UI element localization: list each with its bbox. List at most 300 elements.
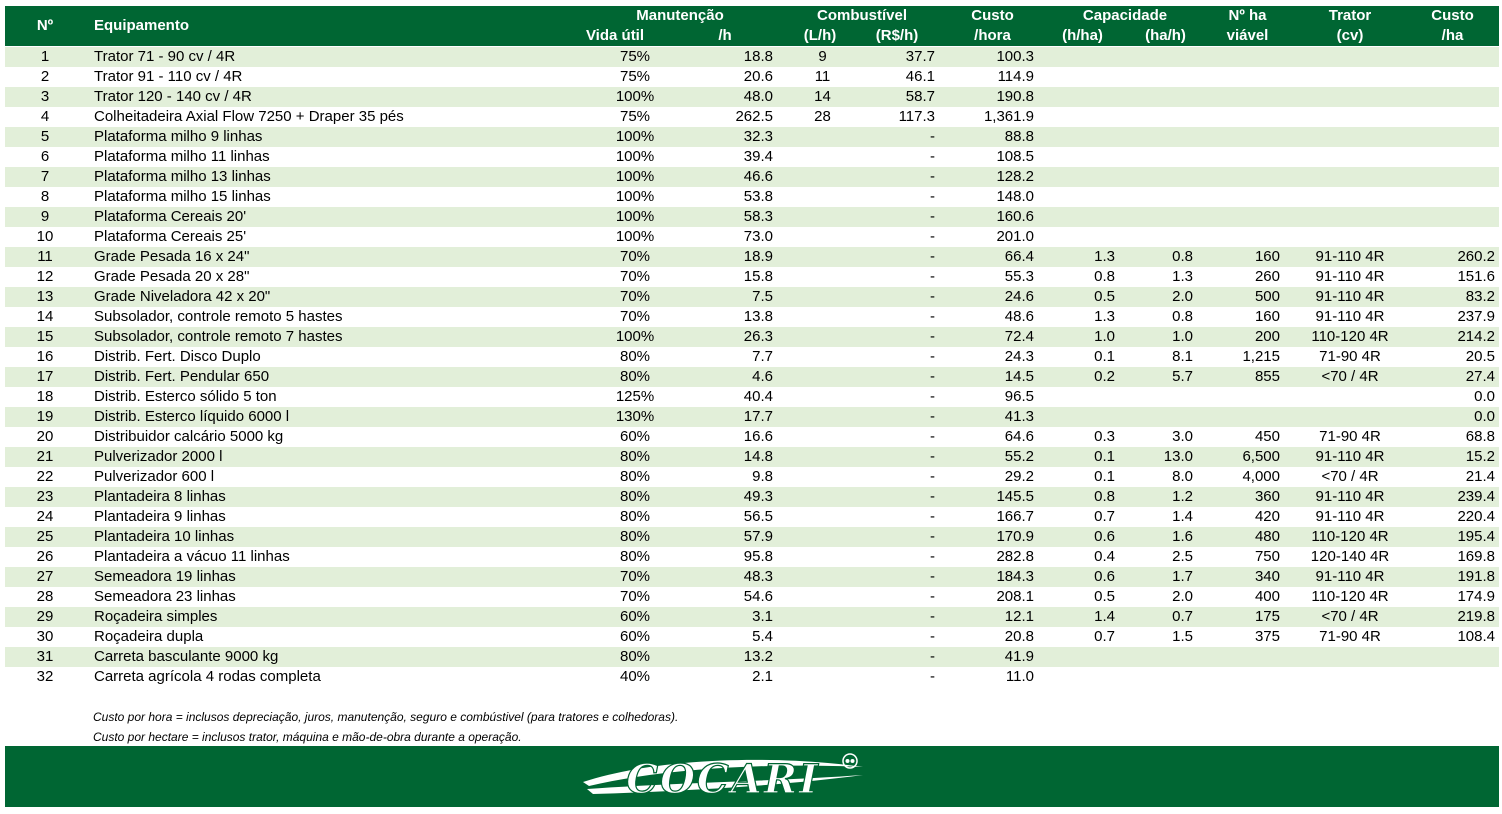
- cell-nha-viavel: 450: [1254, 428, 1280, 445]
- table-row: [5, 567, 1499, 587]
- table-row: [5, 487, 1499, 507]
- cell-manutencao-h: 3.1: [752, 608, 773, 625]
- cell-vida-util: 70%: [619, 308, 651, 325]
- cell-equipamento: Plataforma milho 15 linhas: [94, 188, 271, 205]
- cell-nha-viavel: 6,500: [1242, 448, 1280, 465]
- cell-manutencao-h: 18.8: [743, 48, 773, 65]
- header-custo-ha-title: Custo: [1431, 7, 1474, 24]
- cell-equipamento: Plantadeira 9 linhas: [94, 508, 226, 525]
- cell-vida-util: 100%: [615, 188, 655, 205]
- cell-combustivel-rsh: -: [930, 628, 935, 645]
- header-manutencao: Manutenção: [636, 7, 724, 24]
- cell-vida-util: 100%: [615, 208, 655, 225]
- cell-combustivel-rsh: -: [930, 168, 935, 185]
- table-row: [5, 467, 1499, 487]
- cell-equipamento: Distrib. Esterco líquido 6000 l: [94, 408, 290, 425]
- cell-vida-util: 80%: [619, 348, 651, 365]
- cell-capacidade-hah: 1.5: [1172, 628, 1193, 645]
- cell-trator: 110-120 4R: [1311, 328, 1389, 345]
- cell-combustivel-rsh: 117.3: [898, 108, 935, 125]
- cell-manutencao-h: 20.6: [743, 68, 773, 85]
- cell-equipamento: Plataforma Cereais 25': [94, 228, 247, 245]
- cell-custo-ha: 219.8: [1457, 608, 1495, 625]
- cell-manutencao-h: 15.8: [743, 268, 773, 285]
- cell-no: 29: [36, 608, 54, 625]
- cell-no: 12: [36, 268, 54, 285]
- cell-combustivel-lh: 11: [814, 68, 831, 85]
- cell-trator: 91-110 4R: [1315, 448, 1385, 465]
- cell-combustivel-rsh: -: [930, 128, 935, 145]
- cell-capacidade-hha: 0.5: [1094, 588, 1115, 605]
- cell-custo-ha: 220.4: [1457, 508, 1495, 525]
- cell-custo-hora: 14.5: [1004, 368, 1034, 385]
- cell-no: 3: [40, 88, 50, 105]
- cell-vida-util: 100%: [615, 228, 655, 245]
- cell-manutencao-h: 40.4: [743, 388, 773, 405]
- cell-custo-hora: 24.3: [1004, 348, 1034, 365]
- cell-custo-hora: 166.7: [996, 508, 1034, 525]
- table-row: [5, 87, 1499, 107]
- table-row: [5, 287, 1499, 307]
- cell-combustivel-rsh: -: [930, 368, 935, 385]
- cell-custo-ha: 195.4: [1457, 528, 1495, 545]
- cell-equipamento: Pulverizador 600 l: [94, 468, 215, 485]
- cell-no: 22: [36, 468, 54, 485]
- table-row: [5, 347, 1499, 367]
- cell-equipamento: Plataforma milho 9 linhas: [94, 128, 263, 145]
- cell-vida-util: 80%: [619, 528, 651, 545]
- cell-nha-viavel: 420: [1254, 508, 1280, 525]
- cell-no: 30: [36, 628, 54, 645]
- cell-capacidade-hah: 1.7: [1172, 568, 1193, 585]
- cell-combustivel-rsh: -: [930, 528, 935, 545]
- cell-manutencao-h: 54.6: [743, 588, 773, 605]
- header-custo: Custo: [971, 7, 1014, 24]
- cell-combustivel-rsh: 46.1: [905, 68, 935, 85]
- cell-nha-viavel: 160: [1254, 248, 1280, 265]
- table-row: [5, 307, 1499, 327]
- cell-no: 20: [36, 428, 54, 445]
- cell-no: 9: [40, 208, 50, 225]
- cell-trator: 91-110 4R: [1315, 288, 1385, 305]
- table-row: [5, 67, 1499, 87]
- header-trator: Trator: [1328, 7, 1372, 24]
- cell-trator: 71-90 4R: [1319, 628, 1381, 645]
- cell-no: 19: [36, 408, 54, 425]
- cell-custo-hora: 208.1: [996, 588, 1034, 605]
- cell-equipamento: Carreta basculante 9000 kg: [94, 648, 279, 665]
- cell-nha-viavel: 340: [1254, 568, 1280, 585]
- cell-capacidade-hha: 0.6: [1094, 568, 1115, 585]
- table-row: [5, 147, 1499, 167]
- cell-capacidade-hha: 0.5: [1094, 288, 1115, 305]
- cell-vida-util: 80%: [619, 548, 651, 565]
- cell-vida-util: 40%: [619, 668, 651, 685]
- cell-combustivel-rsh: -: [930, 428, 935, 445]
- cell-custo-hora: 282.8: [996, 548, 1034, 565]
- cell-equipamento: Roçadeira simples: [94, 608, 218, 625]
- cell-nha-viavel: 175: [1254, 608, 1280, 625]
- header-equipamento: Equipamento: [94, 17, 190, 34]
- cell-custo-hora: 11.0: [1005, 668, 1034, 685]
- note-custo-hora: Custo por hora = inclusos depreciação, juros, manutenção, seguro e combústivel (para tratores e colhedoras).: [93, 710, 679, 724]
- cell-no: 25: [36, 528, 54, 545]
- cell-manutencao-h: 13.2: [743, 648, 773, 665]
- cell-vida-util: 80%: [619, 488, 651, 505]
- logo-wordmark: COCARI: [626, 756, 820, 803]
- cell-custo-hora: 114.9: [997, 68, 1034, 85]
- cell-manutencao-h: 17.7: [743, 408, 773, 425]
- cell-trator: 71-90 4R: [1319, 348, 1381, 365]
- header-capacidade: Capacidade: [1082, 7, 1168, 24]
- cell-no: 21: [36, 448, 54, 465]
- cell-manutencao-h: 26.3: [743, 328, 773, 345]
- cell-vida-util: 75%: [619, 68, 651, 85]
- cell-vida-util: 70%: [619, 288, 651, 305]
- cell-combustivel-lh: 28: [814, 108, 831, 125]
- cell-custo-hora: 55.2: [1004, 448, 1034, 465]
- cell-equipamento: Distrib. Fert. Pendular 650: [94, 368, 270, 385]
- cell-no: 27: [36, 568, 54, 585]
- cell-nha-viavel: 260: [1254, 268, 1280, 285]
- cell-equipamento: Plataforma milho 13 linhas: [94, 168, 271, 185]
- cell-no: 10: [36, 228, 54, 245]
- cell-no: 4: [40, 108, 50, 125]
- cell-nha-viavel: 1,215: [1242, 348, 1280, 365]
- cell-capacidade-hah: 2.5: [1172, 548, 1193, 565]
- cell-capacidade-hha: 1.0: [1094, 328, 1115, 345]
- table-row: [5, 127, 1499, 147]
- cell-trator: 91-110 4R: [1315, 248, 1385, 265]
- cell-no: 26: [36, 548, 54, 565]
- cell-equipamento: Plantadeira 8 linhas: [94, 488, 226, 505]
- cell-equipamento: Subsolador, controle remoto 5 hastes: [94, 308, 343, 325]
- cell-capacidade-hah: 0.8: [1172, 248, 1193, 265]
- table-row: [5, 327, 1499, 347]
- table-row: [5, 367, 1499, 387]
- cell-equipamento: Plantadeira a vácuo 11 linhas: [94, 548, 290, 565]
- cell-manutencao-h: 18.9: [743, 248, 773, 265]
- cell-nha-viavel: 500: [1254, 288, 1280, 305]
- cell-manutencao-h: 58.3: [743, 208, 773, 225]
- cell-equipamento: Roçadeira dupla: [94, 628, 204, 645]
- table-row: [5, 447, 1499, 467]
- cell-capacidade-hha: 0.2: [1094, 368, 1115, 385]
- cell-capacidade-hha: 1.3: [1094, 248, 1115, 265]
- cell-custo-ha: 27.4: [1465, 368, 1495, 385]
- cell-manutencao-h: 5.4: [752, 628, 773, 645]
- cell-manutencao-h: 46.6: [743, 168, 773, 185]
- cell-custo-ha: 191.8: [1457, 568, 1495, 585]
- cell-vida-util: 80%: [619, 508, 651, 525]
- cell-no: 1: [40, 48, 50, 65]
- cell-combustivel-lh: 9: [818, 48, 827, 65]
- cell-trator: <70 / 4R: [1321, 608, 1379, 625]
- cell-custo-ha: 68.8: [1465, 428, 1495, 445]
- cell-combustivel-rsh: -: [930, 648, 935, 665]
- cell-capacidade-hah: 0.8: [1172, 308, 1193, 325]
- cell-nha-viavel: 360: [1254, 488, 1280, 505]
- cell-capacidade-hha: 0.7: [1094, 628, 1115, 645]
- header-manut-h: /h: [718, 27, 732, 44]
- cell-combustivel-rsh: -: [930, 488, 935, 505]
- note-custo-hectare: Custo por hectare = inclusos trator, máquina e mão-de-obra durante a operação.: [93, 730, 522, 744]
- cell-nha-viavel: 160: [1254, 308, 1280, 325]
- cell-vida-util: 80%: [619, 468, 651, 485]
- cell-capacidade-hah: 8.1: [1172, 348, 1193, 365]
- table-row: [5, 267, 1499, 287]
- cell-combustivel-rsh: -: [930, 408, 935, 425]
- cell-combustivel-rsh: 37.7: [905, 48, 935, 65]
- header-nha: Nº ha: [1228, 7, 1267, 24]
- header-vida-util: Vida útil: [585, 27, 645, 44]
- cell-vida-util: 80%: [619, 448, 651, 465]
- cell-combustivel-rsh: -: [930, 248, 935, 265]
- cell-capacidade-hah: 5.7: [1172, 368, 1193, 385]
- cell-equipamento: Plataforma Cereais 20': [94, 208, 247, 225]
- cell-manutencao-h: 48.3: [743, 568, 773, 585]
- cell-capacidade-hah: 1.3: [1172, 268, 1193, 285]
- logo-mark-dot-left: [846, 759, 850, 763]
- cell-equipamento: Distribuidor calcário 5000 kg: [94, 428, 284, 445]
- table-row: [5, 47, 1499, 67]
- cell-no: 2: [40, 68, 50, 85]
- cocari-logo: [579, 749, 869, 805]
- table-row: [5, 507, 1499, 527]
- cell-custo-hora: 88.8: [1004, 128, 1034, 145]
- cell-combustivel-rsh: -: [930, 508, 935, 525]
- cell-capacidade-hha: 0.6: [1094, 528, 1115, 545]
- cell-custo-ha: 237.9: [1457, 308, 1495, 325]
- cell-equipamento: Carreta agrícola 4 rodas completa: [94, 668, 321, 685]
- cell-equipamento: Grade Pesada 20 x 28": [94, 268, 250, 285]
- cell-nha-viavel: 400: [1254, 588, 1280, 605]
- cell-custo-hora: 12.1: [1004, 608, 1034, 625]
- cell-custo-hora: 201.0: [996, 228, 1034, 245]
- cell-trator: 91-110 4R: [1315, 488, 1385, 505]
- cell-manutencao-h: 49.3: [743, 488, 773, 505]
- cell-custo-hora: 170.9: [996, 528, 1034, 545]
- cell-capacidade-hha: 0.1: [1094, 348, 1115, 365]
- cell-nha-viavel: 4,000: [1242, 468, 1280, 485]
- cell-nha-viavel: 750: [1254, 548, 1280, 565]
- cell-custo-ha: 83.2: [1465, 288, 1495, 305]
- cell-trator: 120-140 4R: [1310, 548, 1390, 565]
- header-lh: (L/h): [803, 27, 837, 44]
- cell-equipamento: Pulverizador 2000 l: [94, 448, 223, 465]
- cell-no: 31: [36, 648, 54, 665]
- cell-capacidade-hah: 3.0: [1172, 428, 1193, 445]
- cell-trator: 71-90 4R: [1319, 428, 1381, 445]
- table-row: [5, 527, 1499, 547]
- cell-trator: 91-110 4R: [1315, 568, 1385, 585]
- cell-no: 11: [37, 248, 53, 265]
- cell-vida-util: 125%: [615, 388, 655, 405]
- cell-combustivel-rsh: -: [930, 188, 935, 205]
- cell-capacidade-hha: 0.4: [1094, 548, 1115, 565]
- cell-custo-hora: 48.6: [1004, 308, 1034, 325]
- cell-custo-ha: 174.9: [1457, 588, 1495, 605]
- table-row: [5, 587, 1499, 607]
- cell-custo-hora: 100.3: [996, 48, 1034, 65]
- table-row: [5, 167, 1499, 187]
- cell-custo-hora: 190.8: [996, 88, 1034, 105]
- cell-custo-hora: 1,361.9: [983, 108, 1034, 125]
- cell-combustivel-rsh: -: [930, 328, 935, 345]
- cell-capacidade-hha: 0.1: [1094, 448, 1115, 465]
- cell-custo-ha: 0.0: [1474, 408, 1495, 425]
- cell-trator: 110-120 4R: [1311, 588, 1389, 605]
- header-custo-ha: /ha: [1441, 27, 1464, 44]
- cell-combustivel-rsh: -: [930, 148, 935, 165]
- cell-vida-util: 100%: [615, 328, 655, 345]
- cell-combustivel-rsh: -: [930, 568, 935, 585]
- cell-equipamento: Subsolador, controle remoto 7 hastes: [94, 328, 343, 345]
- cell-capacidade-hha: 0.7: [1094, 508, 1115, 525]
- cell-manutencao-h: 57.9: [743, 528, 773, 545]
- cell-custo-hora: 145.5: [996, 488, 1034, 505]
- cell-manutencao-h: 7.5: [752, 288, 773, 305]
- cell-manutencao-h: 7.7: [752, 348, 773, 365]
- cell-vida-util: 80%: [619, 368, 651, 385]
- cell-manutencao-h: 48.0: [743, 88, 773, 105]
- cell-capacidade-hha: 0.3: [1094, 428, 1115, 445]
- cell-manutencao-h: 39.4: [743, 148, 773, 165]
- cell-vida-util: 60%: [619, 628, 651, 645]
- cell-custo-ha: 0.0: [1474, 388, 1495, 405]
- table-row: [5, 207, 1499, 227]
- cell-equipamento: Distrib. Esterco sólido 5 ton: [94, 388, 277, 405]
- cell-equipamento: Trator 91 - 110 cv / 4R: [94, 68, 243, 85]
- cell-manutencao-h: 53.8: [743, 188, 773, 205]
- cell-capacidade-hah: 8.0: [1172, 468, 1193, 485]
- cell-vida-util: 60%: [619, 608, 651, 625]
- cell-custo-ha: 169.8: [1457, 548, 1495, 565]
- cell-equipamento: Grade Pesada 16 x 24": [94, 248, 250, 265]
- cell-equipamento: Plantadeira 10 linhas: [94, 528, 235, 545]
- cell-vida-util: 70%: [619, 248, 651, 265]
- cell-equipamento: Semeadora 23 linhas: [94, 588, 236, 605]
- cell-no: 15: [36, 328, 54, 345]
- cell-no: 6: [40, 148, 50, 165]
- cell-manutencao-h: 16.6: [743, 428, 773, 445]
- cell-custo-ha: 21.4: [1465, 468, 1495, 485]
- cell-combustivel-rsh: -: [930, 208, 935, 225]
- cell-capacidade-hah: 1.6: [1172, 528, 1193, 545]
- cell-no: 18: [36, 388, 54, 405]
- cell-combustivel-rsh: -: [930, 608, 935, 625]
- cell-custo-hora: 64.6: [1004, 428, 1034, 445]
- cell-manutencao-h: 2.1: [752, 668, 773, 685]
- cell-nha-viavel: 200: [1254, 328, 1280, 345]
- cell-manutencao-h: 13.8: [743, 308, 773, 325]
- cell-combustivel-rsh: 58.7: [905, 88, 935, 105]
- cell-no: 32: [36, 668, 54, 685]
- table-row: [5, 607, 1499, 627]
- cell-vida-util: 100%: [615, 168, 655, 185]
- cell-combustivel-rsh: -: [930, 268, 935, 285]
- cell-capacidade-hha: 1.3: [1094, 308, 1115, 325]
- table-row: [5, 647, 1499, 667]
- cell-vida-util: 100%: [615, 148, 655, 165]
- cell-vida-util: 75%: [619, 48, 651, 65]
- cell-equipamento: Semeadora 19 linhas: [94, 568, 236, 585]
- cell-no: 23: [36, 488, 54, 505]
- cell-nha-viavel: 375: [1254, 628, 1280, 645]
- header-custo-hora: /hora: [974, 27, 1011, 44]
- cell-custo-hora: 55.3: [1004, 268, 1034, 285]
- cell-trator: 91-110 4R: [1315, 508, 1385, 525]
- cell-vida-util: 60%: [619, 428, 651, 445]
- cell-combustivel-rsh: -: [930, 468, 935, 485]
- table-row: [5, 227, 1499, 247]
- cell-manutencao-h: 9.8: [752, 468, 773, 485]
- cell-custo-ha: 214.2: [1457, 328, 1495, 345]
- cell-manutencao-h: 14.8: [743, 448, 773, 465]
- cell-combustivel-rsh: -: [930, 348, 935, 365]
- cell-no: 28: [36, 588, 54, 605]
- cell-trator: 91-110 4R: [1315, 268, 1385, 285]
- cell-custo-hora: 24.6: [1004, 288, 1034, 305]
- cell-manutencao-h: 32.3: [743, 128, 773, 145]
- cell-no: 17: [36, 368, 54, 385]
- cell-trator: 110-120 4R: [1311, 528, 1389, 545]
- cell-combustivel-rsh: -: [930, 588, 935, 605]
- cell-custo-hora: 41.9: [1004, 648, 1034, 665]
- header-hha: (h/ha): [1062, 27, 1103, 44]
- cell-custo-ha: 15.2: [1465, 448, 1495, 465]
- cell-manutencao-h: 4.6: [752, 368, 773, 385]
- cell-custo-hora: 96.5: [1004, 388, 1034, 405]
- cell-capacidade-hha: 1.4: [1094, 608, 1115, 625]
- cell-custo-ha: 108.4: [1457, 628, 1495, 645]
- cell-equipamento: Trator 120 - 140 cv / 4R: [94, 88, 252, 105]
- footer-bar: [5, 746, 1499, 807]
- table-row: [5, 547, 1499, 567]
- logo-mark-dot-right: [851, 759, 855, 763]
- cell-vida-util: 70%: [619, 568, 651, 585]
- cell-combustivel-rsh: -: [930, 668, 935, 685]
- cell-capacidade-hha: 0.8: [1094, 488, 1115, 505]
- cell-capacidade-hha: 0.8: [1094, 268, 1115, 285]
- header-rsh: (R$/h): [875, 27, 919, 44]
- cell-vida-util: 100%: [615, 128, 655, 145]
- header-combustivel: Combustível: [816, 7, 907, 24]
- cell-capacidade-hah: 2.0: [1172, 288, 1193, 305]
- cell-capacidade-hah: 2.0: [1172, 588, 1193, 605]
- cell-custo-hora: 41.3: [1004, 408, 1034, 425]
- cell-combustivel-rsh: -: [930, 228, 935, 245]
- table-row: [5, 387, 1499, 407]
- cell-capacidade-hah: 13.0: [1163, 448, 1193, 465]
- table-row: [5, 667, 1499, 687]
- cell-combustivel-rsh: -: [930, 388, 935, 405]
- cell-capacidade-hah: 1.2: [1172, 488, 1193, 505]
- cell-trator: <70 / 4R: [1321, 368, 1379, 385]
- cell-equipamento: Colheitadeira Axial Flow 7250 + Draper 35 pés: [94, 108, 404, 125]
- cell-no: 16: [36, 348, 54, 365]
- table-header: [5, 6, 1499, 46]
- cell-vida-util: 70%: [619, 268, 651, 285]
- cell-combustivel-rsh: -: [930, 548, 935, 565]
- cell-no: 24: [36, 508, 54, 525]
- cell-vida-util: 130%: [615, 408, 655, 425]
- cell-combustivel-rsh: -: [930, 308, 935, 325]
- cell-capacidade-hah: 1.0: [1172, 328, 1193, 345]
- header-no: Nº: [36, 17, 54, 34]
- cell-custo-hora: 29.2: [1004, 468, 1034, 485]
- cell-custo-ha: 151.6: [1457, 268, 1495, 285]
